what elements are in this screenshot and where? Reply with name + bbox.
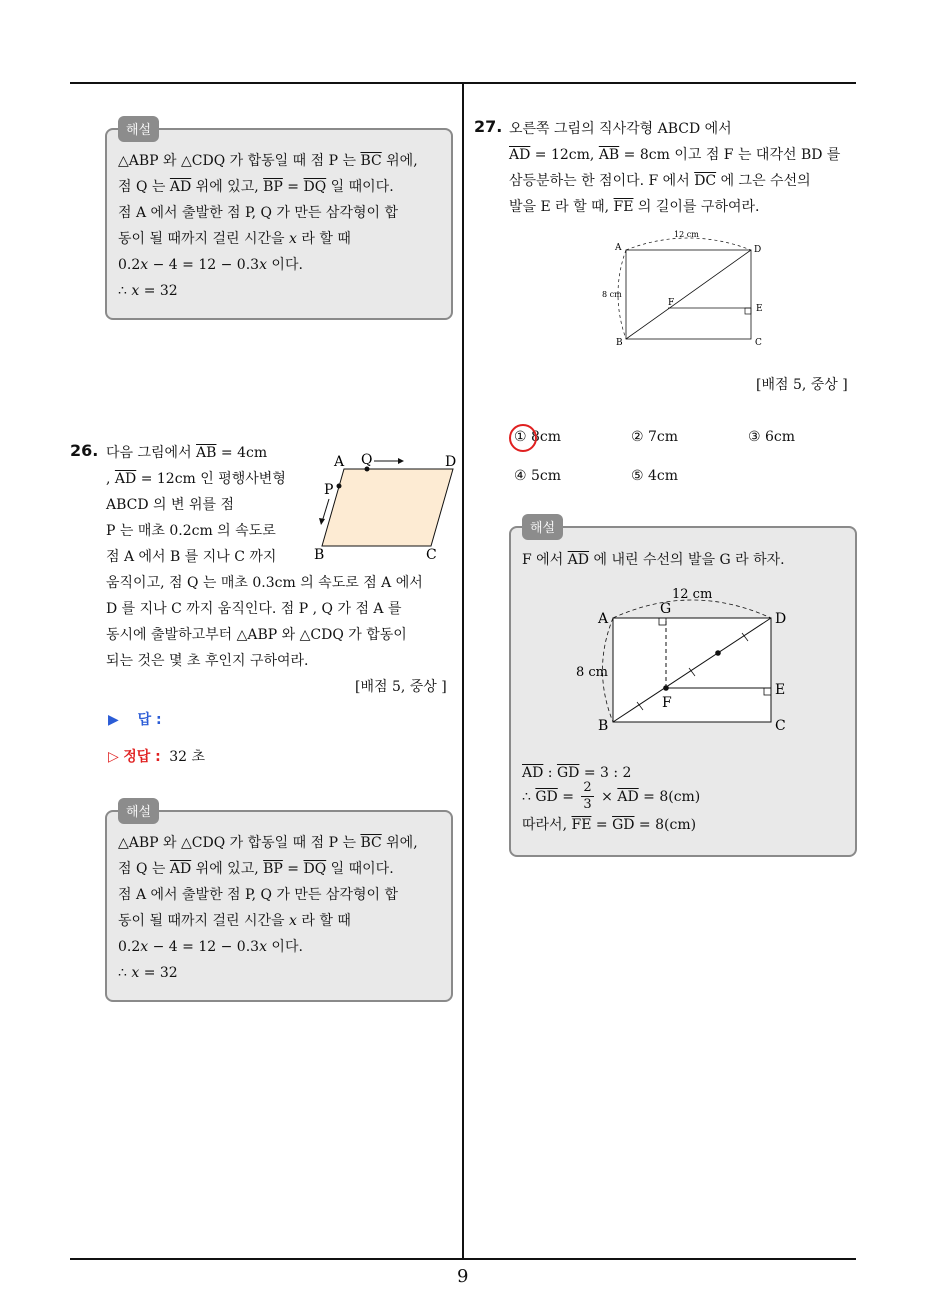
arrow-p <box>322 499 329 522</box>
label-b: B <box>616 338 623 348</box>
correct-answer-line <box>108 748 205 766</box>
arc-top <box>613 600 771 618</box>
arrow-q-head <box>398 458 404 464</box>
label-q: Q <box>361 452 373 468</box>
label-a: A <box>334 454 345 470</box>
answer-label: 답 : <box>137 712 162 728</box>
label-c: C <box>775 718 786 734</box>
label-f: F <box>668 298 675 308</box>
solution-line: △ABP 와 △CDQ 가 합동일 때 점 P 는 $\overline{BC}$ 위에, <box>118 153 418 169</box>
solution-line: 따라서, $\overline{FE} = \overline{GD} = 8(cm)$ <box>522 817 697 833</box>
fraction-den: 3 <box>583 797 592 812</box>
solution-line: 점 Q 는 $\overline{AD}$ 위에 있고, $\overline{BP} = \overline{DQ}$ 일 때이다. <box>118 179 394 195</box>
label-a: A <box>598 611 609 627</box>
choice-5[interactable]: ⑤ 4cm <box>631 468 679 484</box>
label-g: G <box>660 601 672 617</box>
solution-fraction-line <box>522 780 700 813</box>
correct-value: 32 초 <box>169 749 206 765</box>
solution-line: ∴ x = 32 <box>118 283 178 299</box>
label-top: 12 cm <box>674 230 699 239</box>
question-line: 되는 것은 몇 초 후인지 구하여라. <box>106 653 309 669</box>
rectangle-figure <box>598 228 778 350</box>
point-trisect <box>715 650 721 656</box>
solution-line: 동이 될 때까지 걸린 시간을 x 라 할 때 <box>118 913 351 929</box>
solution-tag: 해설 <box>118 798 159 824</box>
diagonal-bd <box>626 250 751 339</box>
selected-circle-mark <box>509 424 537 452</box>
choice-1[interactable]: ① 8cm <box>514 429 562 445</box>
question-line: 오른쪽 그림의 직사각형 ABCD 에서 <box>509 121 732 137</box>
question-line: 발을 E 라 할 때, $\overline{FE}$ 의 길이를 구하여라. <box>509 199 760 215</box>
solution-line: $\overline{AD}$ : $\overline{GD} = 3$ : 2 <box>522 765 632 781</box>
solution-line: △ABP 와 △CDQ 가 합동일 때 점 P 는 $\overline{BC}$ 위에, <box>118 835 418 851</box>
label-e: E <box>775 682 786 698</box>
point-p <box>337 484 342 489</box>
solution-line: 동이 될 때까지 걸린 시간을 x 라 할 때 <box>118 231 351 247</box>
fraction <box>581 780 593 813</box>
label-c: C <box>426 547 437 563</box>
parallelogram-shape <box>322 469 453 546</box>
label-d: D <box>754 245 762 255</box>
label-p: P <box>324 482 334 498</box>
fraction-tail: × $\overline{AD} = 8(cm)$ <box>601 788 701 805</box>
label-top: 12 cm <box>672 587 713 602</box>
arrow-p-head <box>319 518 325 525</box>
solution-line: ∴ x = 32 <box>118 965 178 981</box>
score-label: [배점 5, 중상 ] <box>756 377 848 393</box>
question-line: 동시에 출발하고부터 △ABP 와 △CDQ 가 합동이 <box>106 627 407 643</box>
point-f <box>663 685 669 691</box>
answer-line <box>108 711 162 729</box>
question-line: $\overline{AD} = 12cm$, $\overline{AB} = 8cm$ 이고 점 F 는 대각선 BD 를 <box>509 147 841 163</box>
play-icon: ▶ <box>108 712 119 728</box>
solution-line: 점 A 에서 출발한 점 P, Q 가 만든 삼각형이 합 <box>118 205 398 221</box>
question-line: ABCD 의 변 위를 점 <box>106 497 235 513</box>
question-line: , $\overline{AD} = 12cm$ 인 평행사변형 <box>106 471 286 487</box>
parallelogram-figure <box>300 444 470 566</box>
label-a: A <box>615 243 622 253</box>
right-angle-mark <box>745 308 751 314</box>
score-label: [배점 5, 중상 ] <box>355 679 447 695</box>
label-f: F <box>662 695 672 711</box>
solution-line: 점 A 에서 출발한 점 P, Q 가 만든 삼각형이 합 <box>118 887 398 903</box>
question-line: 삼등분하는 한 점이다. F 에서 $\overline{DC}$ 에 그은 수선의 <box>509 173 811 189</box>
choice-2[interactable]: ② 7cm <box>631 429 679 445</box>
question-line: 점 A 에서 B 를 지나 C 까지 <box>106 549 277 565</box>
label-b: B <box>598 718 609 734</box>
arc-top <box>626 238 751 250</box>
label-e: E <box>756 304 763 314</box>
question-line: 다음 그림에서 $\overline{AB} = 4cm$ <box>106 445 268 461</box>
question-number: 27. <box>474 117 503 136</box>
play-outline-icon: ▷ <box>108 749 119 765</box>
question-line: P 는 매초 0.2cm 의 속도로 <box>106 523 276 539</box>
solution-line: F 에서 $\overline{AD}$ 에 내린 수선의 발을 G 라 하자. <box>522 552 785 568</box>
fraction-num: 2 <box>583 780 592 795</box>
solution-tag: 해설 <box>522 514 563 540</box>
solution-line: 점 Q 는 $\overline{AD}$ 위에 있고, $\overline{BP} = \overline{DQ}$ 일 때이다. <box>118 861 394 877</box>
fraction-lead: ∴ $\overline{GD}$ = <box>522 788 574 805</box>
column-divider <box>462 82 464 1259</box>
solution-tag: 해설 <box>118 116 159 142</box>
footer-rule <box>70 1258 856 1260</box>
page-number: 9 <box>457 1266 469 1287</box>
label-d: D <box>445 454 457 470</box>
label-b: B <box>314 547 325 563</box>
label-d: D <box>775 611 787 627</box>
solution-line: 0.2x − 4 = 12 − 0.3x 이다. <box>118 257 303 273</box>
question-number: 26. <box>70 441 99 460</box>
choice-3[interactable]: ③ 6cm <box>748 429 796 445</box>
question-line: D 를 지나 C 까지 움직인다. 점 P , Q 가 점 A 를 <box>106 601 402 617</box>
solution-line: 0.2x − 4 = 12 − 0.3x 이다. <box>118 939 303 955</box>
correct-label: 정답 : <box>123 749 161 765</box>
label-side: 8 cm <box>602 290 622 299</box>
label-c: C <box>755 338 762 348</box>
question-line: 움직이고, 점 Q 는 매초 0.3cm 의 속도로 점 A 에서 <box>106 575 423 591</box>
solution-figure <box>570 580 800 740</box>
choice-4[interactable]: ④ 5cm <box>514 468 562 484</box>
label-side: 8 cm <box>576 665 609 680</box>
